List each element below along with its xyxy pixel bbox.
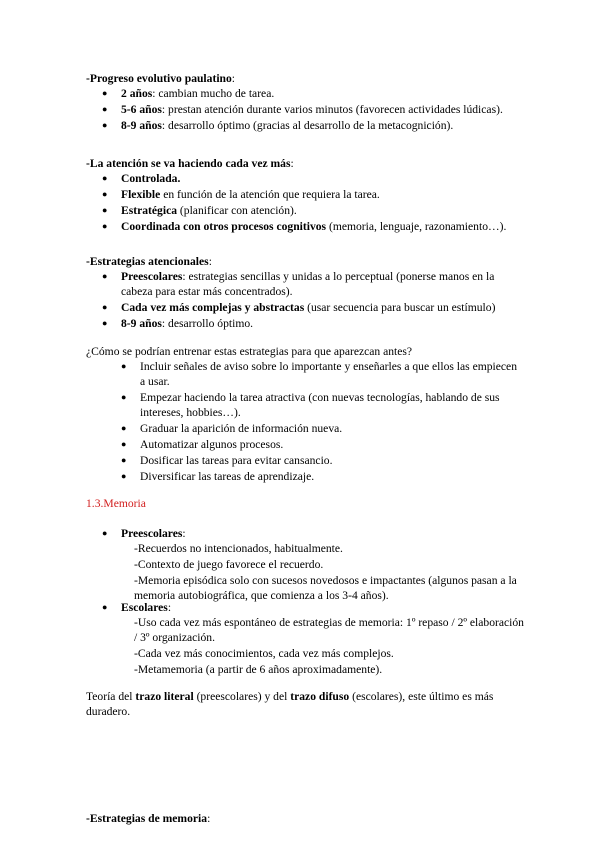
- memoria-escolares-details: [86, 615, 524, 678]
- detail-line: -Uso cada vez más espontáneo de estrategias de memoria: 1º repaso / 2º elaboración / 3º organización.: [134, 616, 524, 644]
- list-item: ● Coordinada con otros procesos cognitivos (memoria, lenguaje, razonamiento…).: [86, 219, 526, 234]
- list-item: ● Automatizar algunos procesos.: [104, 437, 524, 452]
- list-item: ● 8-9 años: desarrollo óptimo (gracias al desarrollo de la metacognición).: [86, 118, 526, 133]
- list-item: ● Estratégica (planificar con atención).: [86, 203, 526, 218]
- list-item: ● 8-9 años: desarrollo óptimo.: [86, 316, 526, 331]
- detail-line: -Memoria episódica solo con sucesos novedosos e impactantes (algunos pasan a la memoria autobiográfica, que comienza a los 3-4 años).: [134, 574, 517, 602]
- heading-progreso: -Progreso evolutivo paulatino:: [86, 72, 236, 85]
- list-estrategias-atencionales: [86, 269, 526, 332]
- list-item: ● Preescolares: estrategias sencillas y unidas a lo perceptual (ponerse manos en la cabeza para estar más concentrados).: [86, 269, 526, 299]
- list-item: ● Cada vez más complejas y abstractas (usar secuencia para buscar un estímulo): [86, 300, 526, 315]
- heading-estrategias-atencionales: -Estrategias atencionales:: [86, 255, 212, 268]
- heading-atencion: -La atención se va haciendo cada vez más:: [86, 157, 294, 170]
- section-title-memoria: 1.3.Memoria: [86, 497, 146, 510]
- paragraph-trazo: Teoría del trazo literal (preescolares) y del trazo difuso (escolares), este último es más duradero.: [86, 690, 494, 718]
- list-item: ● 5-6 años: prestan atención durante varios minutos (favorecen actividades lúdicas).: [86, 102, 526, 117]
- list-entrenar: [104, 359, 524, 485]
- list-item: ● Escolares:: [86, 600, 526, 615]
- question-entrenar: ¿Cómo se podrían entrenar estas estrategias para que aparezcan antes?: [86, 345, 413, 358]
- detail-line: -Metamemoria (a partir de 6 años aproximadamente).: [134, 663, 383, 676]
- list-item: ● Graduar la aparición de información nueva.: [104, 421, 524, 436]
- list-item: ● Controlada.: [86, 171, 526, 186]
- list-item: ● 2 años: cambian mucho de tarea.: [86, 86, 526, 101]
- list-item: ● Incluir señales de aviso sobre lo importante y enseñarles a que ellos las empiecen a usar.: [104, 359, 524, 389]
- list-atencion: [86, 171, 526, 235]
- list-item: ● Flexible en función de la atención que requiera la tarea.: [86, 187, 526, 202]
- detail-line: -Contexto de juego favorece el recuerdo.: [134, 558, 324, 571]
- list-memoria-preescolares: [86, 526, 526, 542]
- list-item: ● Dosificar las tareas para evitar cansancio.: [104, 453, 524, 468]
- list-progreso: [86, 86, 526, 134]
- list-item: ● Preescolares:: [86, 526, 526, 541]
- detail-line: -Recuerdos no intencionados, habitualmente.: [134, 542, 343, 555]
- list-item: ● Diversificar las tareas de aprendizaje.: [104, 469, 524, 484]
- list-item: ● Empezar haciendo la tarea atractiva (con nuevas tecnologías, hablando de sus intereses, hobbies…).: [104, 390, 524, 420]
- memoria-preescolares-details: [86, 541, 524, 604]
- detail-line: -Cada vez más conocimientos, cada vez más complejos.: [134, 647, 394, 660]
- heading-estrategias-memoria: -Estrategias de memoria:: [86, 812, 211, 825]
- list-memoria-escolares: [86, 600, 526, 616]
